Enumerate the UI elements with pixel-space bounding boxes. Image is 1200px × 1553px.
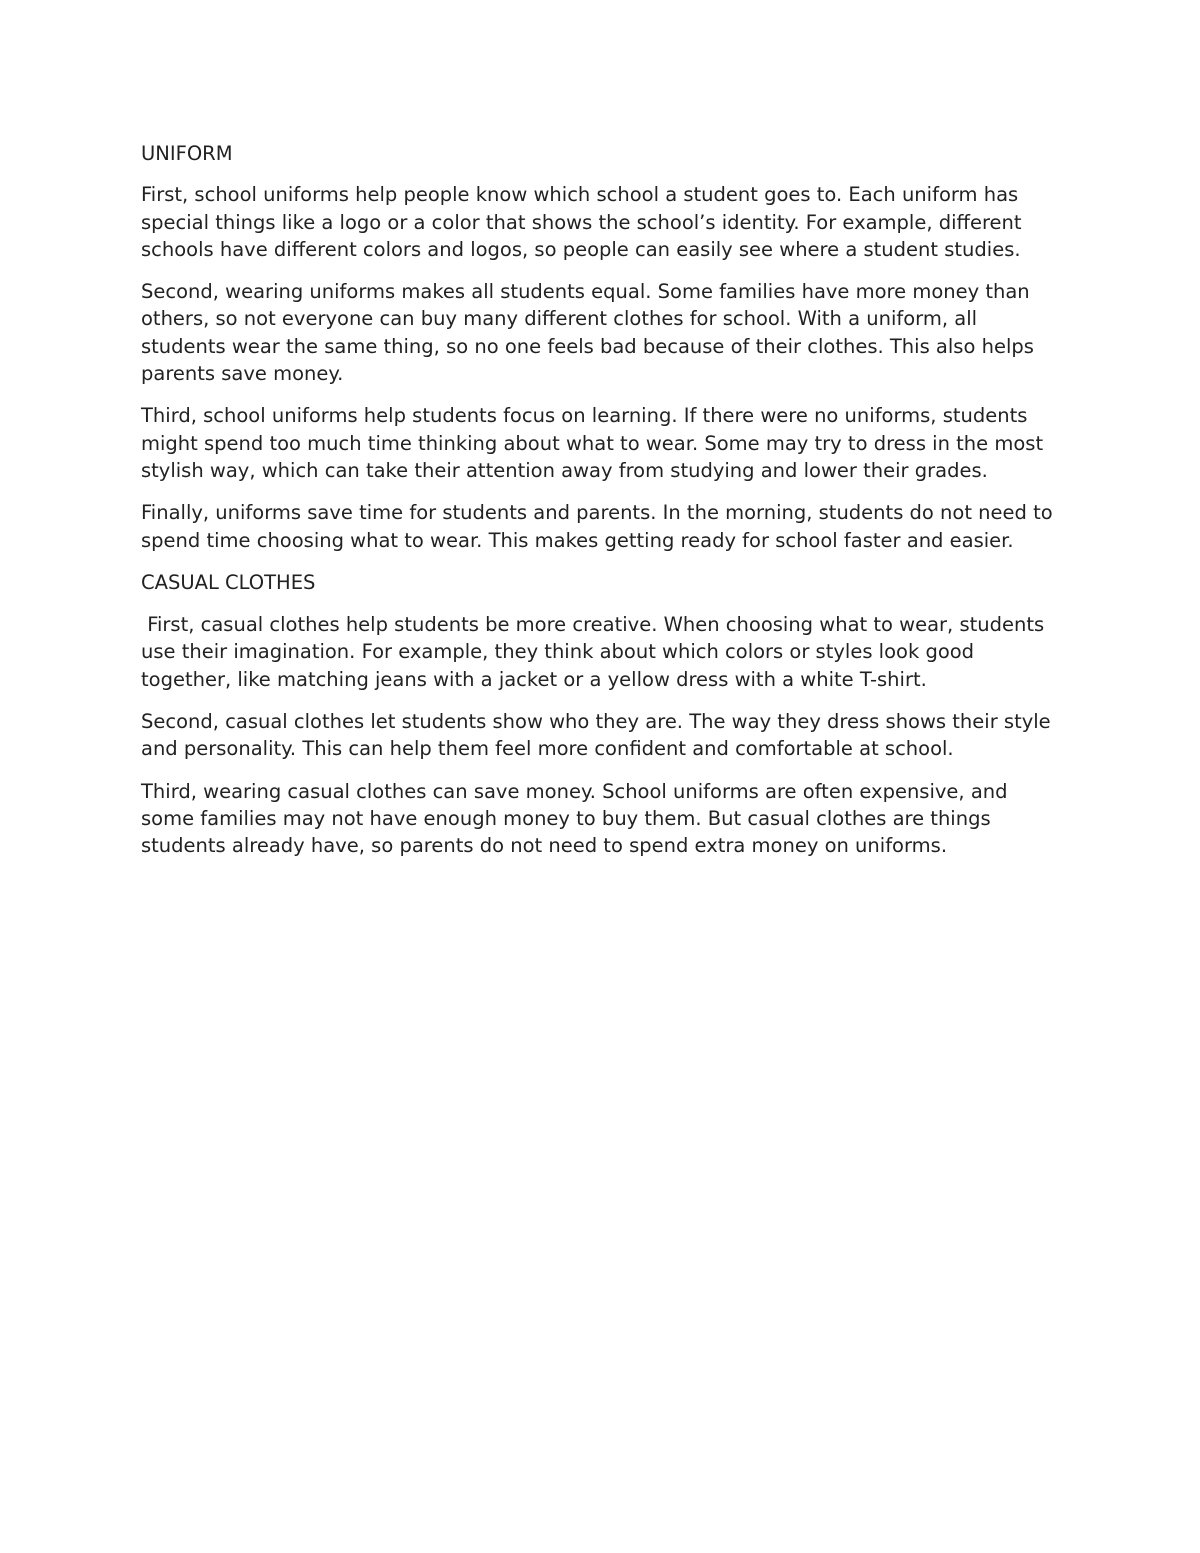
section-heading-uniform: UNIFORM	[141, 142, 233, 165]
uniform-paragraph-2: Second, wearing uniforms makes all students equal. Some families have more money than others, so not everyone can buy many different clothes for school. With a uniform, all students wear the same thing, so no one feels bad because of their clothes. This also helps parents save money.	[141, 280, 1034, 386]
document-body	[141, 140, 1061, 875]
uniform-paragraph-3: Third, school uniforms help students focus on learning. If there were no uniforms, students might spend too much time thinking about what to wear. Some may try to dress in the most stylish way, which can take their attention away from studying and lower their grades.	[141, 404, 1044, 482]
casual-paragraph-2: Second, casual clothes let students show who they are. The way they dress shows their style and personality. This can help them feel more confident and comfortable at school.	[141, 710, 1051, 761]
casual-paragraph-1: First, casual clothes help students be more creative. When choosing what to wear, students use their imagination. For example, they think about which colors or styles look good together, like matching jeans with a jacket or a yellow dress with a white T-shirt.	[141, 613, 1051, 691]
uniform-paragraph-4: Finally, uniforms save time for students and parents. In the morning, students do not need to spend time choosing what to wear. This makes getting ready for school faster and easier.	[141, 501, 1053, 552]
section-heading-casual-clothes: CASUAL CLOTHES	[141, 570, 316, 594]
casual-paragraph-3: Third, wearing casual clothes can save money. School uniforms are often expensive, and some families may not have enough money to buy them. But casual clothes are things students already have, so parents do not need to spend extra money on uniforms.	[141, 779, 1008, 858]
uniform-paragraph-1: First, school uniforms help people know which school a student goes to. Each uniform has special things like a logo or a color that shows the school’s identity. For example, different schools have different colors and logos, so people can easily see where a student studies.	[141, 183, 1022, 261]
